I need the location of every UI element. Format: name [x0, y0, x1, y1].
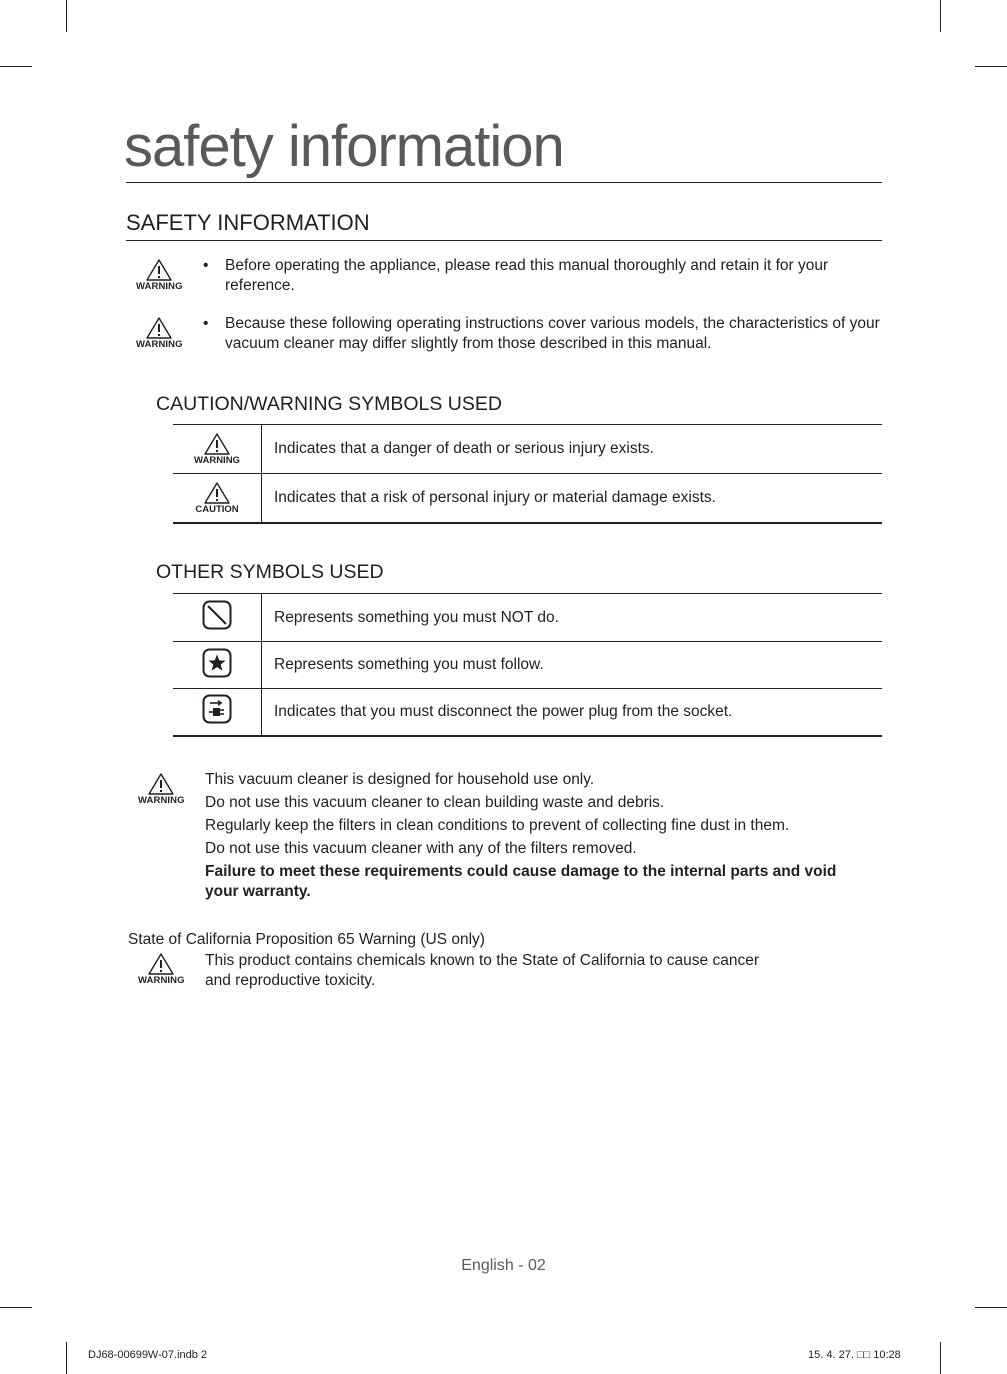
warning-icon — [136, 317, 183, 350]
other-symbols-table — [173, 593, 882, 737]
crop-mark — [0, 66, 32, 67]
caution-icon — [195, 482, 238, 515]
table-row — [173, 689, 882, 736]
table-row — [173, 642, 882, 689]
intro-text: Because these following operating instructions cover various models, the characteristics of your vacuum cleaner may differ slightly from those described in this manual. — [225, 315, 880, 352]
unplug-icon — [202, 694, 232, 724]
prop65-line: and reproductive toxicity. — [205, 972, 376, 989]
caution-symbols-table — [173, 424, 882, 524]
title-divider — [126, 182, 882, 183]
crop-mark — [975, 1307, 1007, 1308]
print-slug-date: 15. 4. 27. □□ 10:28 — [808, 1349, 901, 1361]
crop-mark — [66, 0, 67, 32]
symbol-description: Indicates that a danger of death or serious injury exists. — [262, 425, 883, 474]
warning-label: WARNING — [138, 795, 185, 806]
symbol-description: Indicates that you must disconnect the power plug from the socket. — [262, 689, 883, 736]
table-row — [173, 425, 882, 474]
table-row — [173, 474, 882, 523]
page-title: safety information — [124, 114, 564, 179]
warning-icon — [136, 259, 183, 292]
warning-icon — [138, 953, 185, 986]
warning-icon — [138, 773, 185, 806]
intro-item: • Before operating the appliance, please read this manual thoroughly and retain it for your reference. — [203, 256, 883, 298]
prop65-text — [205, 951, 845, 991]
must-follow-icon — [202, 648, 232, 678]
warning-label: WARNING — [138, 975, 185, 986]
prop65-heading: State of California Proposition 65 Warning (US only) — [128, 931, 485, 948]
crop-mark — [975, 66, 1007, 67]
intro-text: Before operating the appliance, please read this manual thoroughly and retain it for your reference. — [225, 257, 829, 294]
symbol-description: Represents something you must NOT do. — [262, 594, 883, 642]
crop-mark — [66, 1342, 67, 1374]
symbol-description: Represents something you must follow. — [262, 642, 883, 689]
section-title: SAFETY INFORMATION — [126, 210, 370, 235]
table-row — [173, 594, 882, 642]
intro-item: • Because these following operating instructions cover various models, the characteristics of your vacuum cleaner may differ slightly from those described in this manual. — [203, 314, 883, 356]
warning-line: This vacuum cleaner is designed for household use only. — [205, 771, 595, 788]
print-slug-file: DJ68-00699W-07.indb 2 — [88, 1349, 208, 1361]
warranty-warning: Failure to meet these requirements could cause damage to the internal parts and void your warranty. — [205, 863, 837, 900]
warning-line: Regularly keep the filters in clean conditions to prevent of collecting fine dust in them. — [205, 817, 790, 834]
crop-mark — [940, 1342, 941, 1374]
warning-line: Do not use this vacuum cleaner with any of the filters removed. — [205, 840, 637, 857]
caution-section-title: CAUTION/WARNING SYMBOLS USED — [156, 393, 502, 415]
household-warning — [205, 768, 865, 902]
warning-label: WARNING — [136, 281, 183, 292]
warning-label: WARNING — [136, 339, 183, 350]
caution-label: CAUTION — [195, 503, 239, 515]
section-divider — [126, 240, 882, 241]
warning-label: WARNING — [194, 454, 240, 466]
crop-mark — [0, 1307, 32, 1308]
other-section-title: OTHER SYMBOLS USED — [156, 561, 384, 583]
prop65-line: This product contains chemicals known to the State of California to cause cancer — [205, 952, 759, 969]
crop-mark — [940, 0, 941, 32]
symbol-description: Indicates that a risk of personal injury or material damage exists. — [262, 474, 883, 523]
page-number: English - 02 — [461, 1257, 546, 1274]
warning-line: Do not use this vacuum cleaner to clean building waste and debris. — [205, 794, 665, 811]
warning-icon — [194, 433, 240, 466]
prohibited-icon — [202, 600, 232, 630]
